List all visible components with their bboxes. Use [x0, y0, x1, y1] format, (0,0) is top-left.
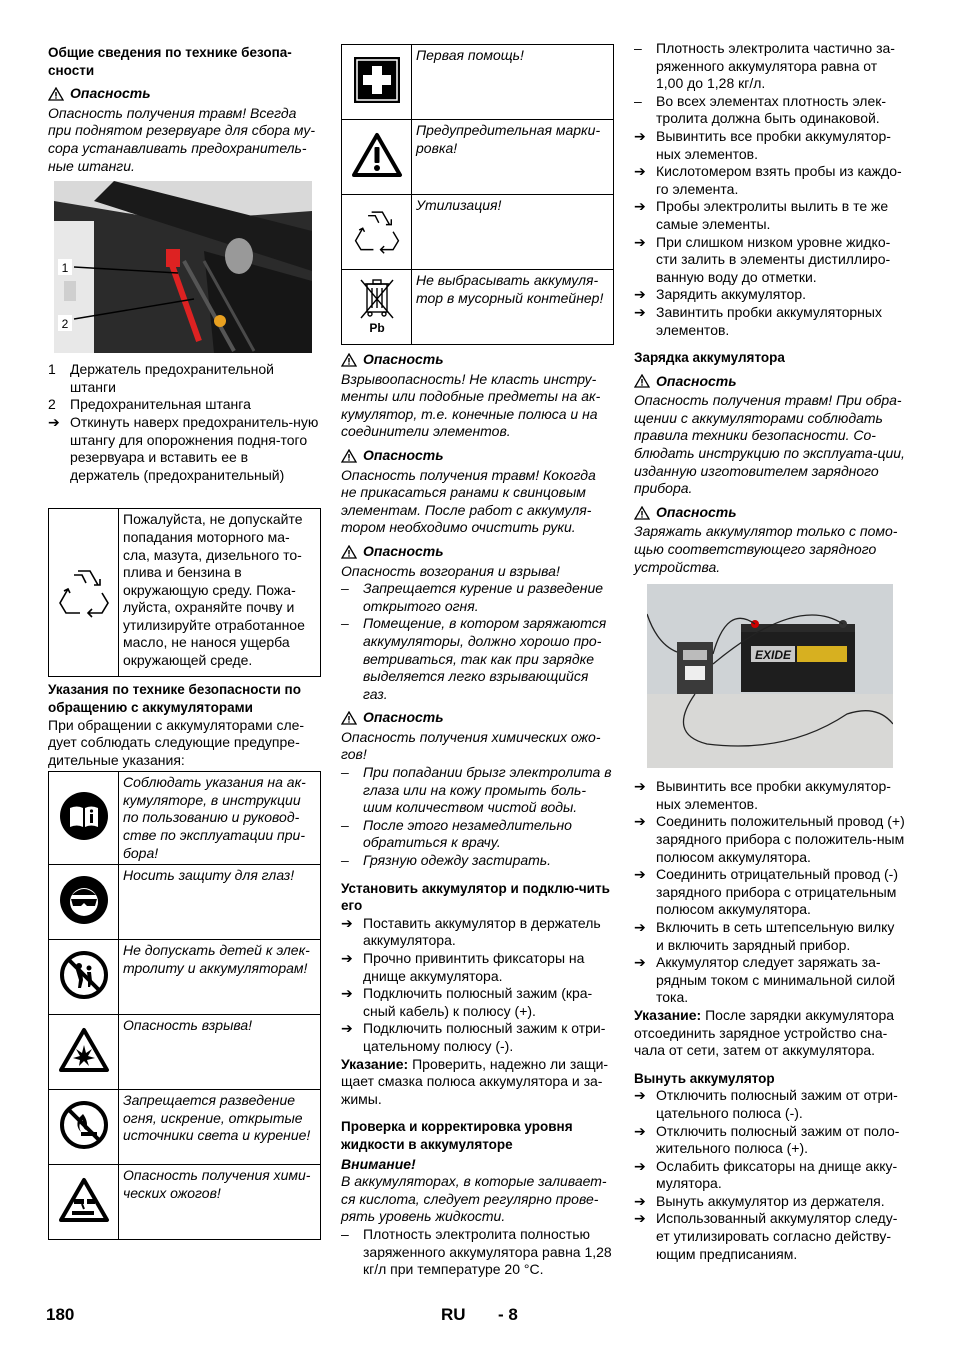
warning-text: Предупредительная марки-ровка!: [412, 120, 614, 195]
environment-table: [48, 508, 321, 677]
first-aid-text: Первая помощь!: [412, 45, 614, 120]
instruction-step: ➔ Соединить положительный провод (+) зарядного прибора с положитель-ным полюсом аккумулятора.: [634, 813, 905, 865]
danger-heading: Опасность: [48, 85, 320, 103]
arrow-icon: ➔: [634, 813, 646, 830]
section-heading-safety: Общие сведения по технике безопа-сности: [48, 45, 292, 78]
photo-label-1: 1: [61, 261, 69, 276]
note: Указание: Проверить, надежно ли защи-щает смазка полюса аккумулятора и за-жимы.: [341, 1055, 609, 1107]
warning-triangle-icon: [341, 545, 357, 559]
note: Указание: После зарядки аккумулятора отсоединить зарядное устройство сна-чала от сети, затем от аккумулятора.: [634, 1006, 895, 1059]
instruction-step: ➔ Вывинтить все пробки аккумулятор-ных элементов.: [634, 778, 891, 812]
arrow-icon: ➔: [634, 918, 646, 935]
instruction-step: ➔ Использованный аккумулятор следу-ет утилизировать согласно действу-ющим предписаниям.: [634, 1210, 898, 1262]
language-code: RU: [441, 1305, 466, 1324]
charger-battery-illustration: [647, 584, 893, 768]
corrosive-icon: [58, 1177, 110, 1223]
warning-triangle-icon: [341, 449, 357, 463]
first-aid-icon: [353, 56, 401, 104]
arrow-icon: ➔: [634, 303, 646, 320]
danger-text: Заряжать аккумулятор только с помо-щью соответствующего зарядного устройства.: [634, 523, 898, 575]
explosion-text: Опасность взрыва!: [119, 1015, 321, 1090]
arrow-icon: ➔: [634, 286, 646, 303]
dash-item: – Грязную одежду застирать.: [341, 852, 552, 869]
recycle-icon: [352, 205, 402, 255]
battery-intro: При обращении с аккумуляторами сле-дует соблюдать следующие предупре-дительные указания:: [48, 716, 305, 768]
battery-symbols-table: [341, 44, 614, 345]
battery-safety-heading: Указания по технике безопасности по обращению с аккумуляторами: [48, 682, 301, 715]
instruction-step: ➔ Аккумулятор следует заряжать за-рядным током с минимальной силой тока.: [634, 954, 896, 1006]
instruction-step: ➔ Вынуть аккумулятор из держателя.: [634, 1192, 885, 1209]
instruction-step: ➔ Вывинтить все пробки аккумулятор-ных элементов.: [634, 127, 891, 162]
no-trash-bin-icon: [355, 274, 399, 336]
instruction-step: ➔ Включить в сеть штепсельную вилку и включить зарядный прибор.: [634, 918, 895, 953]
no-children-text: Не допускать детей к элек-тролиту и аккумуляторам!: [119, 940, 321, 1015]
legend-item: 2 Предохранительная штанга: [48, 396, 251, 413]
danger-text: Опасность получения травм! Всегда при поднятом резервуаре для сбора му-сора устанавливать предохранитель-ные штанги.: [48, 104, 316, 174]
no-trash-text: Не выбрасывать аккумуля-тор в мусорный контейнер!: [412, 270, 614, 345]
instruction-step: ➔ При слишком низком уровне жидко-сти залить в элементы дистиллиро-ванную воду до отметки.: [634, 233, 891, 285]
instruction-step: ➔ Отключить полюсный зажим от поло-жительного полюса (+).: [634, 1122, 900, 1157]
arrow-icon: ➔: [341, 950, 353, 966]
arrow-icon: ➔: [634, 1087, 646, 1104]
danger-text: Опасность получения химических ожо-гов!: [341, 728, 601, 763]
dash-item: – Запрещается курение и разведение открытого огня.: [341, 580, 604, 614]
recycle-text: Утилизация!: [412, 195, 614, 270]
photo-legend: [48, 361, 320, 414]
instruction-step: ➔ Отключить полюсный зажим от отри-цательного полюса (-).: [634, 1087, 898, 1121]
arrow-icon: ➔: [48, 413, 60, 430]
arrow-icon: ➔: [341, 1020, 353, 1037]
instruction-step: ➔ Завинтить пробки аккумуляторных элементов.: [634, 303, 882, 338]
danger-heading: Опасность: [634, 373, 906, 391]
danger-heading: Опасность: [341, 447, 613, 465]
warning-triangle-icon: [341, 353, 357, 367]
column-2: [341, 44, 613, 1279]
attention-heading: Внимание!: [341, 1155, 416, 1172]
install-heading: Установить аккумулятор и подклю-чить его: [341, 880, 610, 914]
charger-photo: [647, 584, 893, 768]
arrow-icon: ➔: [341, 914, 353, 931]
danger-heading: Опасность: [341, 543, 613, 561]
danger-text: Взрывоопасность! Не класть инстру-менты или подобные предметы на ак-кумулятор, т.е. конечные полюса и на соединители элементов.: [341, 370, 601, 440]
instruction-step: ➔ Соединить отрицательный провод (-) зарядного прибора с отрицательным полюсом аккумулятора.: [634, 866, 899, 918]
attention-text: В аккумуляторах, в которые заливает-ся кислота, следует регулярно прове-рять уровень жидкости.: [341, 1173, 607, 1225]
eye-protection-icon: [59, 875, 109, 925]
photo-label-2: 2: [61, 317, 69, 332]
instruction-step: ➔ Зарядить аккумулятор.: [634, 286, 807, 303]
legend-item: 1 Держатель предохранительной штанги: [48, 361, 274, 395]
warning-icon: [351, 132, 403, 178]
arrow-icon: ➔: [634, 233, 646, 250]
check-level-heading: Проверка и корректировка уровня жидкости в аккумуляторе: [341, 1119, 573, 1152]
instruction-step: ➔ Кислотомером взять пробы из каждо-го элемента.: [634, 163, 902, 197]
no-fire-text: Запрещается разведение огня, искрение, открытые источники света и курение!: [119, 1090, 321, 1165]
manual-icon: [59, 791, 109, 841]
danger-heading: Опасность: [341, 709, 613, 727]
safety-rod-photo: [54, 181, 312, 353]
dash-item: – При попадании брызг электролита в глаза или на кожу промыть боль-шим количеством чистой воды.: [341, 764, 612, 816]
no-fire-icon: [59, 1100, 109, 1150]
warning-triangle-icon: [634, 374, 650, 388]
arrow-icon: ➔: [634, 163, 646, 180]
charge-heading: Зарядка аккумулятора: [634, 350, 785, 366]
safety-rod-illustration: [54, 181, 312, 353]
remove-heading: Вынуть аккумулятор: [634, 1070, 775, 1086]
instruction-step: ➔ Подключить полюсный зажим к отри-цательному полюсу (-).: [341, 1020, 606, 1054]
arrow-icon: ➔: [634, 1192, 646, 1209]
warning-triangle-icon: [48, 87, 64, 101]
danger-heading: Опасность: [634, 504, 906, 522]
arrow-icon: ➔: [634, 1157, 646, 1174]
instruction-step: ➔ Откинуть наверх предохранитель-ную штангу для опорожнения подня-того резервуара и вставить ее в держатель (предохранительный): [48, 413, 319, 483]
no-children-icon: [59, 950, 109, 1000]
arrow-icon: ➔: [634, 127, 646, 144]
instruction-step: ➔ Пробы электролиты вылить в те же самые элементы.: [634, 198, 889, 232]
warning-triangle-icon: [341, 711, 357, 725]
instruction-step: ➔ Ослабить фиксаторы на днище акку-мулятора.: [634, 1157, 898, 1192]
page-number: 180: [46, 1305, 75, 1324]
environment-text: Пожалуйста, не допускайте попадания моторного ма-сла, мазута, дизельного то-плива и бензина в окружающую среду. Пожа-луйста, охраняйте почву и утилизируйте отработанное масло, не нанося ущерба окружающей среде.: [119, 509, 321, 677]
arrow-icon: ➔: [634, 778, 646, 795]
explosion-icon: [58, 1027, 110, 1073]
arrow-icon: ➔: [634, 198, 646, 215]
danger-text: Опасность получения травм! При обра-щении с аккумуляторами соблюдать правила техники безопасности. Со-блюдать инструкцию по эксплуата-ции, изданную изготовителем зарядного прибора.: [634, 392, 905, 497]
danger-heading: Опасность: [341, 351, 613, 369]
arrow-icon: ➔: [634, 866, 646, 883]
danger-text: Опасность получения травм! Кокогда не прикасаться ранами к свинцовым элементам. После работ с аккумуля-тором необходимо очистить руки.: [341, 466, 596, 536]
arrow-icon: ➔: [634, 1122, 646, 1139]
danger-text: Опасность возгорания и взрыва!: [341, 562, 560, 579]
instruction-step: ➔ Прочно привинтить фиксаторы на днище аккумулятора.: [341, 950, 585, 984]
battery-brand-label: EXIDE: [754, 648, 792, 663]
recycle-icon: [56, 563, 112, 619]
instruction-step: ➔ Поставить аккумулятор в держатель аккумулятора.: [341, 914, 601, 949]
eye-protection-text: Носить защиту для глаз!: [119, 865, 321, 940]
dash-item: – Плотность электролита полностью заряженного аккумулятора равна 1,28 кг/л при температуре 20 °C.: [341, 1225, 612, 1278]
column-1: [48, 44, 320, 1240]
instruction-step: ➔ Подключить полюсный зажим (кра-сный кабель) к полюсу (+).: [341, 985, 593, 1019]
charge-steps: [634, 778, 906, 1007]
column-3: [634, 40, 906, 1263]
pb-label: Pb: [368, 320, 385, 335]
arrow-icon: ➔: [634, 954, 646, 971]
dash-item: – После этого незамедлительно обратиться к врачу.: [341, 816, 572, 851]
manual-text: Соблюдать указания на ак-кумуляторе, в инструкции по пользованию и руковод-стве по эксплуатации при-бора!: [119, 772, 321, 865]
dash-item: – Во всех элементах плотность элек-тролита должна быть одинаковой.: [634, 92, 887, 127]
warning-triangle-icon: [634, 506, 650, 520]
battery-warnings-table: [48, 771, 321, 1240]
arrow-icon: ➔: [634, 1210, 646, 1227]
corrosive-text: Опасность получения хими-ческих ожогов!: [119, 1165, 321, 1240]
dash-item: – Плотность электролита частично за-ряженного аккумулятора равна от 1,00 до 1,28 кг/л.: [634, 40, 895, 92]
arrow-icon: ➔: [341, 985, 353, 1002]
dash-item: – Помещение, в котором заряжаются аккумуляторы, должно хорошо про-ветриваться, так как при зарядке выделяется легко взрывающийся газ.: [341, 615, 607, 702]
sub-page-number: - 8: [498, 1305, 518, 1324]
